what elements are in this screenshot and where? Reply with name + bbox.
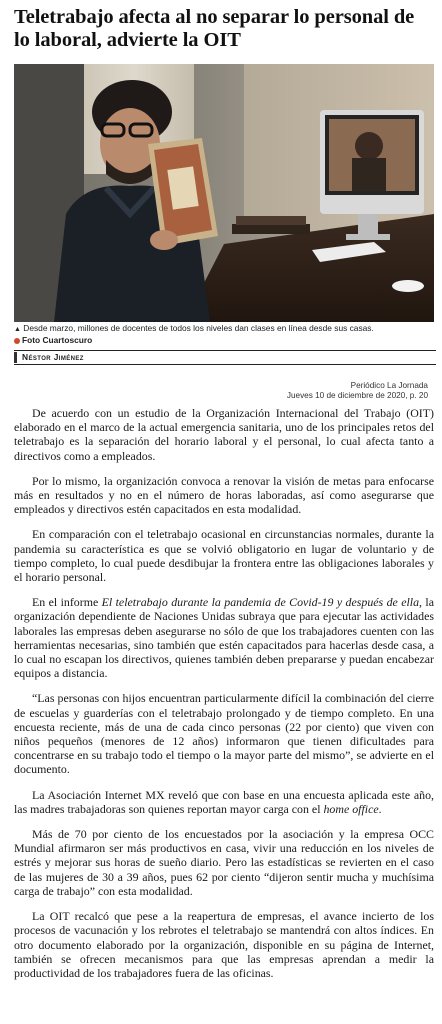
photo-credit: Foto Cuartoscuro [14,335,92,345]
article-photo [14,64,434,322]
byline [14,350,436,365]
credit-dot-icon [14,338,20,344]
byline-author: Néstor Jiménez [22,352,84,362]
paragraph-4: En el informe El teletrabajo durante la pandemia de Covid-19 y después de ella, la organización dependiente de Naciones Unidas subraya que para ejecutar las actividades laborales las empresas deben asegurarse no sólo de que los trabajadores cuenten con las herramientas necesarias, sino también que estén capacitados para hacerlas desde casa, a lo cual no escapan los directivos, quienes también deben prepararse y puedan encabezar equipos a distancia. [14,595,435,681]
photo-caption [14,323,438,345]
paragraph-3: En comparación con el teletrabajo ocasional en circunstancias normales, durante la pandemia su característica es que se volvió obligatorio en lugar de voluntario y de tiempo completo, lo cual puede desdibujar la frontera entre las obligaciones laborales y el horario personal. [14,527,434,585]
report-title: El teletrabajo durante la pandemia de Covid-19 y después de ella [101,595,420,610]
paragraph-1: De acuerdo con un estudio de la Organización Internacional del Trabajo (OIT) elaborado en el marco de la actual emergencia sanitaria, uno de los principales retos del teletrabajo es la separación del horario laboral y el personal, lo cual afecta tanto a directivos como a empleados. [14,406,434,463]
caption-text: Desde marzo, millones de docentes de todos los niveles dan clases en línea desde sus casas. [23,323,374,333]
paragraph-8: La OIT recalcó que pese a la reapertura de empresas, el avance incierto de los procesos de vacunación y los rebrotes el teletrabajo se mantendrá con altos índices. En otro documento elaborado por la organización, disponible en su página de Internet, también se ofrecen mecanismos para que las empresas aprendan a medir la productividad de los trabajadores fuera de las oficinas. [14,909,434,980]
byline-bar [14,352,17,363]
paragraph-5: “Las personas con hijos encuentran particularmente difícil la combinación del cierre de escuelas y guarderías con el teletrabajo prolongado y de tiempo completo. En una encuesta reciente, más de una de cada cinco personas (22 por ciento) que viven con niños pequeños (menores de 12 años) informaron que tienen dificultades para concentrarse en su trabajo todo el tiempo o la mayor parte del mismo”, se advierte en el documento. [14,691,434,777]
source-date-page: Jueves 10 de diciembre de 2020, p. 20 [286,391,428,400]
source-publication: Periódico La Jornada [350,381,428,390]
article-body [14,406,434,991]
home-office-term: home office [323,801,379,816]
paragraph-2: Por lo mismo, la organización convoca a renovar la visión de metas para enfocarse más en resultados y no en el número de horas laboradas, así como asegurarse que empleados y directivos estén capacitados en esta modalidad. [14,473,434,517]
caption-triangle-icon: ▲ [14,326,21,333]
paragraph-6: La Asociación Internet MX reveló que con base en una encuesta aplicada este año, las madres trabajadoras son quienes reportan mayor carga con el home office. [14,787,434,816]
source-info [287,381,428,401]
paragraph-7: Más de 70 por ciento de los encuestados por la asociación y la empresa OCC Mundial afirmaron ser más productivos en casa, vivir una reducción en los niveles de estrés y mejorar sus horas de sueño diario. Pero las estadísticas se revierten en el caso de las mujeres de 30 a 39 años, pues 62 por ciento “dijeron sentir mucha y muchísima carga de trabajo” con esta modalidad. [14,827,434,898]
article-headline: Teletrabajo afecta al no separar lo personal de lo laboral, advierte la OIT [14,6,415,51]
